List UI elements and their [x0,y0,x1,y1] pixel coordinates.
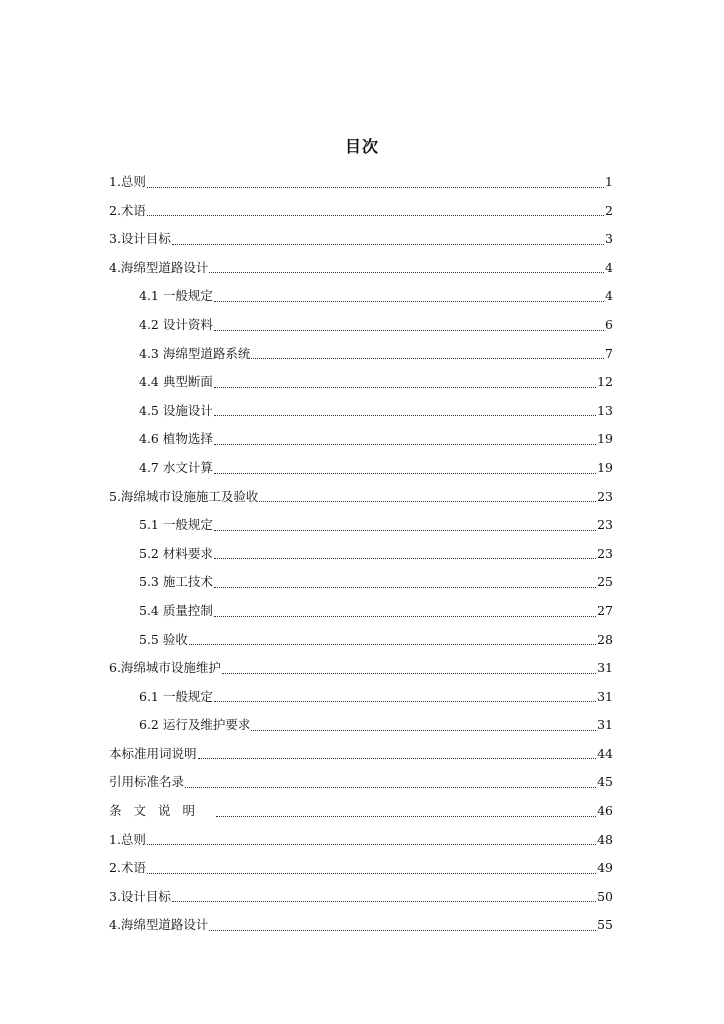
toc-entry-label: 4.5 设施设计 [139,402,213,418]
dot-leader [216,815,596,817]
toc-entry-page: 12 [597,374,613,390]
toc-entry-page: 31 [597,717,613,733]
toc-entry-page: 19 [597,459,613,475]
toc-entry-page: 31 [597,688,613,704]
page-title: 目次 [344,137,379,156]
toc-entry-label: 引用标准名录 [109,774,185,790]
dot-leader [147,214,604,216]
toc-entry-label: 4.7 水文计算 [139,459,213,475]
toc-entry-label: 5.海绵城市设施施工及验收 [109,488,259,504]
toc-entry[interactable] [109,826,613,855]
toc-entry-label: 4.6 植物选择 [139,431,213,447]
toc-entry-label: 5.4 质量控制 [139,602,213,618]
dot-leader [214,329,604,331]
toc-subentry[interactable] [109,626,613,655]
toc-entry-page: 31 [597,660,613,676]
dot-leader [214,529,596,531]
toc-entry-page: 7 [605,345,613,361]
toc-entry-label: 2.术语 [109,202,146,218]
toc-entry-label: 4.2 设计资料 [139,316,213,332]
toc-entry[interactable] [109,197,613,226]
dot-leader [251,357,604,359]
toc-entry-page: 27 [597,602,613,618]
toc-subentry[interactable] [109,368,613,397]
toc-subentry[interactable] [109,454,613,483]
toc-entry-label: 5.2 材料要求 [139,545,213,561]
dot-leader [198,757,597,759]
dot-leader [214,443,596,445]
toc-entry[interactable] [109,854,613,883]
toc-subentry[interactable] [109,711,613,740]
dot-leader [172,900,596,902]
toc-entry-label: 6.2 运行及维护要求 [139,717,251,733]
toc-subentry[interactable] [109,425,613,454]
toc-entry-page: 44 [597,745,613,761]
toc-entry[interactable] [109,740,613,769]
dot-leader [147,843,596,845]
table-of-contents [109,168,613,940]
toc-subentry[interactable] [109,597,613,626]
toc-entry-page: 46 [597,803,613,819]
toc-entry-label: 3.设计目标 [109,231,171,247]
toc-entry-label: 4.海绵型道路设计 [109,259,209,275]
toc-entry-page: 4 [605,259,613,275]
toc-subentry[interactable] [109,311,613,340]
toc-entry-label: 5.3 施工技术 [139,574,213,590]
toc-entry-label: 3.设计目标 [109,888,171,904]
toc-subentry[interactable] [109,397,613,426]
toc-entry-label: 4.3 海绵型道路系统 [139,345,251,361]
toc-entry-page: 1 [605,174,613,189]
toc-entry-page: 19 [597,431,613,447]
toc-entry-label: 4.4 典型断面 [139,374,213,390]
toc-entry-label: 条文说明 [109,803,208,819]
toc-entry-page: 23 [597,545,613,561]
toc-entry-label: 6.海绵城市设施维护 [109,660,221,676]
dot-leader [209,271,604,273]
toc-entry[interactable] [109,483,613,512]
dot-leader [185,786,596,788]
toc-entry-page: 25 [597,574,613,590]
toc-entry-page: 23 [597,517,613,533]
toc-entry[interactable] [109,883,613,912]
toc-entry-label: 6.1 一般规定 [139,688,213,704]
dot-leader [189,643,596,645]
toc-entry-page: 3 [605,231,613,247]
toc-entry[interactable] [109,654,613,683]
toc-entry-page: 2 [605,202,613,218]
dot-leader [147,186,604,188]
dot-leader [214,586,596,588]
dot-leader [214,615,596,617]
toc-entry-label: 2.术语 [109,860,146,876]
dot-leader [214,700,596,702]
dot-leader [259,500,596,502]
dot-leader [214,300,604,302]
toc-entry-page: 13 [597,402,613,418]
toc-subentry[interactable] [109,511,613,540]
toc-entry-page: 50 [597,888,613,904]
toc-entry-label: 5.5 验收 [139,631,188,647]
toc-entry-label: 1.总则 [109,174,146,189]
dot-leader [214,414,596,416]
dot-leader [209,929,596,931]
toc-subentry[interactable] [109,340,613,369]
dot-leader [172,243,604,245]
toc-entry[interactable] [109,225,613,254]
toc-entry[interactable] [109,254,613,283]
dot-leader [147,872,596,874]
toc-entry-label: 5.1 一般规定 [139,517,213,533]
dot-leader [214,472,596,474]
dot-leader [251,729,596,731]
toc-subentry[interactable] [109,282,613,311]
toc-entry-page: 28 [597,631,613,647]
toc-entry-page: 49 [597,860,613,876]
toc-entry-page: 4 [605,288,613,304]
toc-entry-label: 4.1 一般规定 [139,288,213,304]
toc-subentry[interactable] [109,683,613,712]
toc-entry-label: 4.海绵型道路设计 [109,917,209,933]
toc-entry-page: 23 [597,488,613,504]
toc-subentry[interactable] [109,568,613,597]
dot-leader [222,672,596,674]
toc-entry-page: 55 [597,917,613,933]
dot-leader [214,557,596,559]
toc-subentry[interactable] [109,540,613,569]
toc-entry[interactable] [109,797,613,826]
dot-leader [214,386,596,388]
toc-entry-label: 本标准用词说明 [109,745,197,761]
toc-entry-page: 45 [597,774,613,790]
toc-entry-page: 6 [605,316,613,332]
toc-entry-label: 1.总则 [109,831,146,847]
toc-entry[interactable] [109,168,613,197]
toc-entry-page: 48 [597,831,613,847]
toc-entry[interactable] [109,768,613,797]
toc-entry[interactable] [109,911,613,940]
